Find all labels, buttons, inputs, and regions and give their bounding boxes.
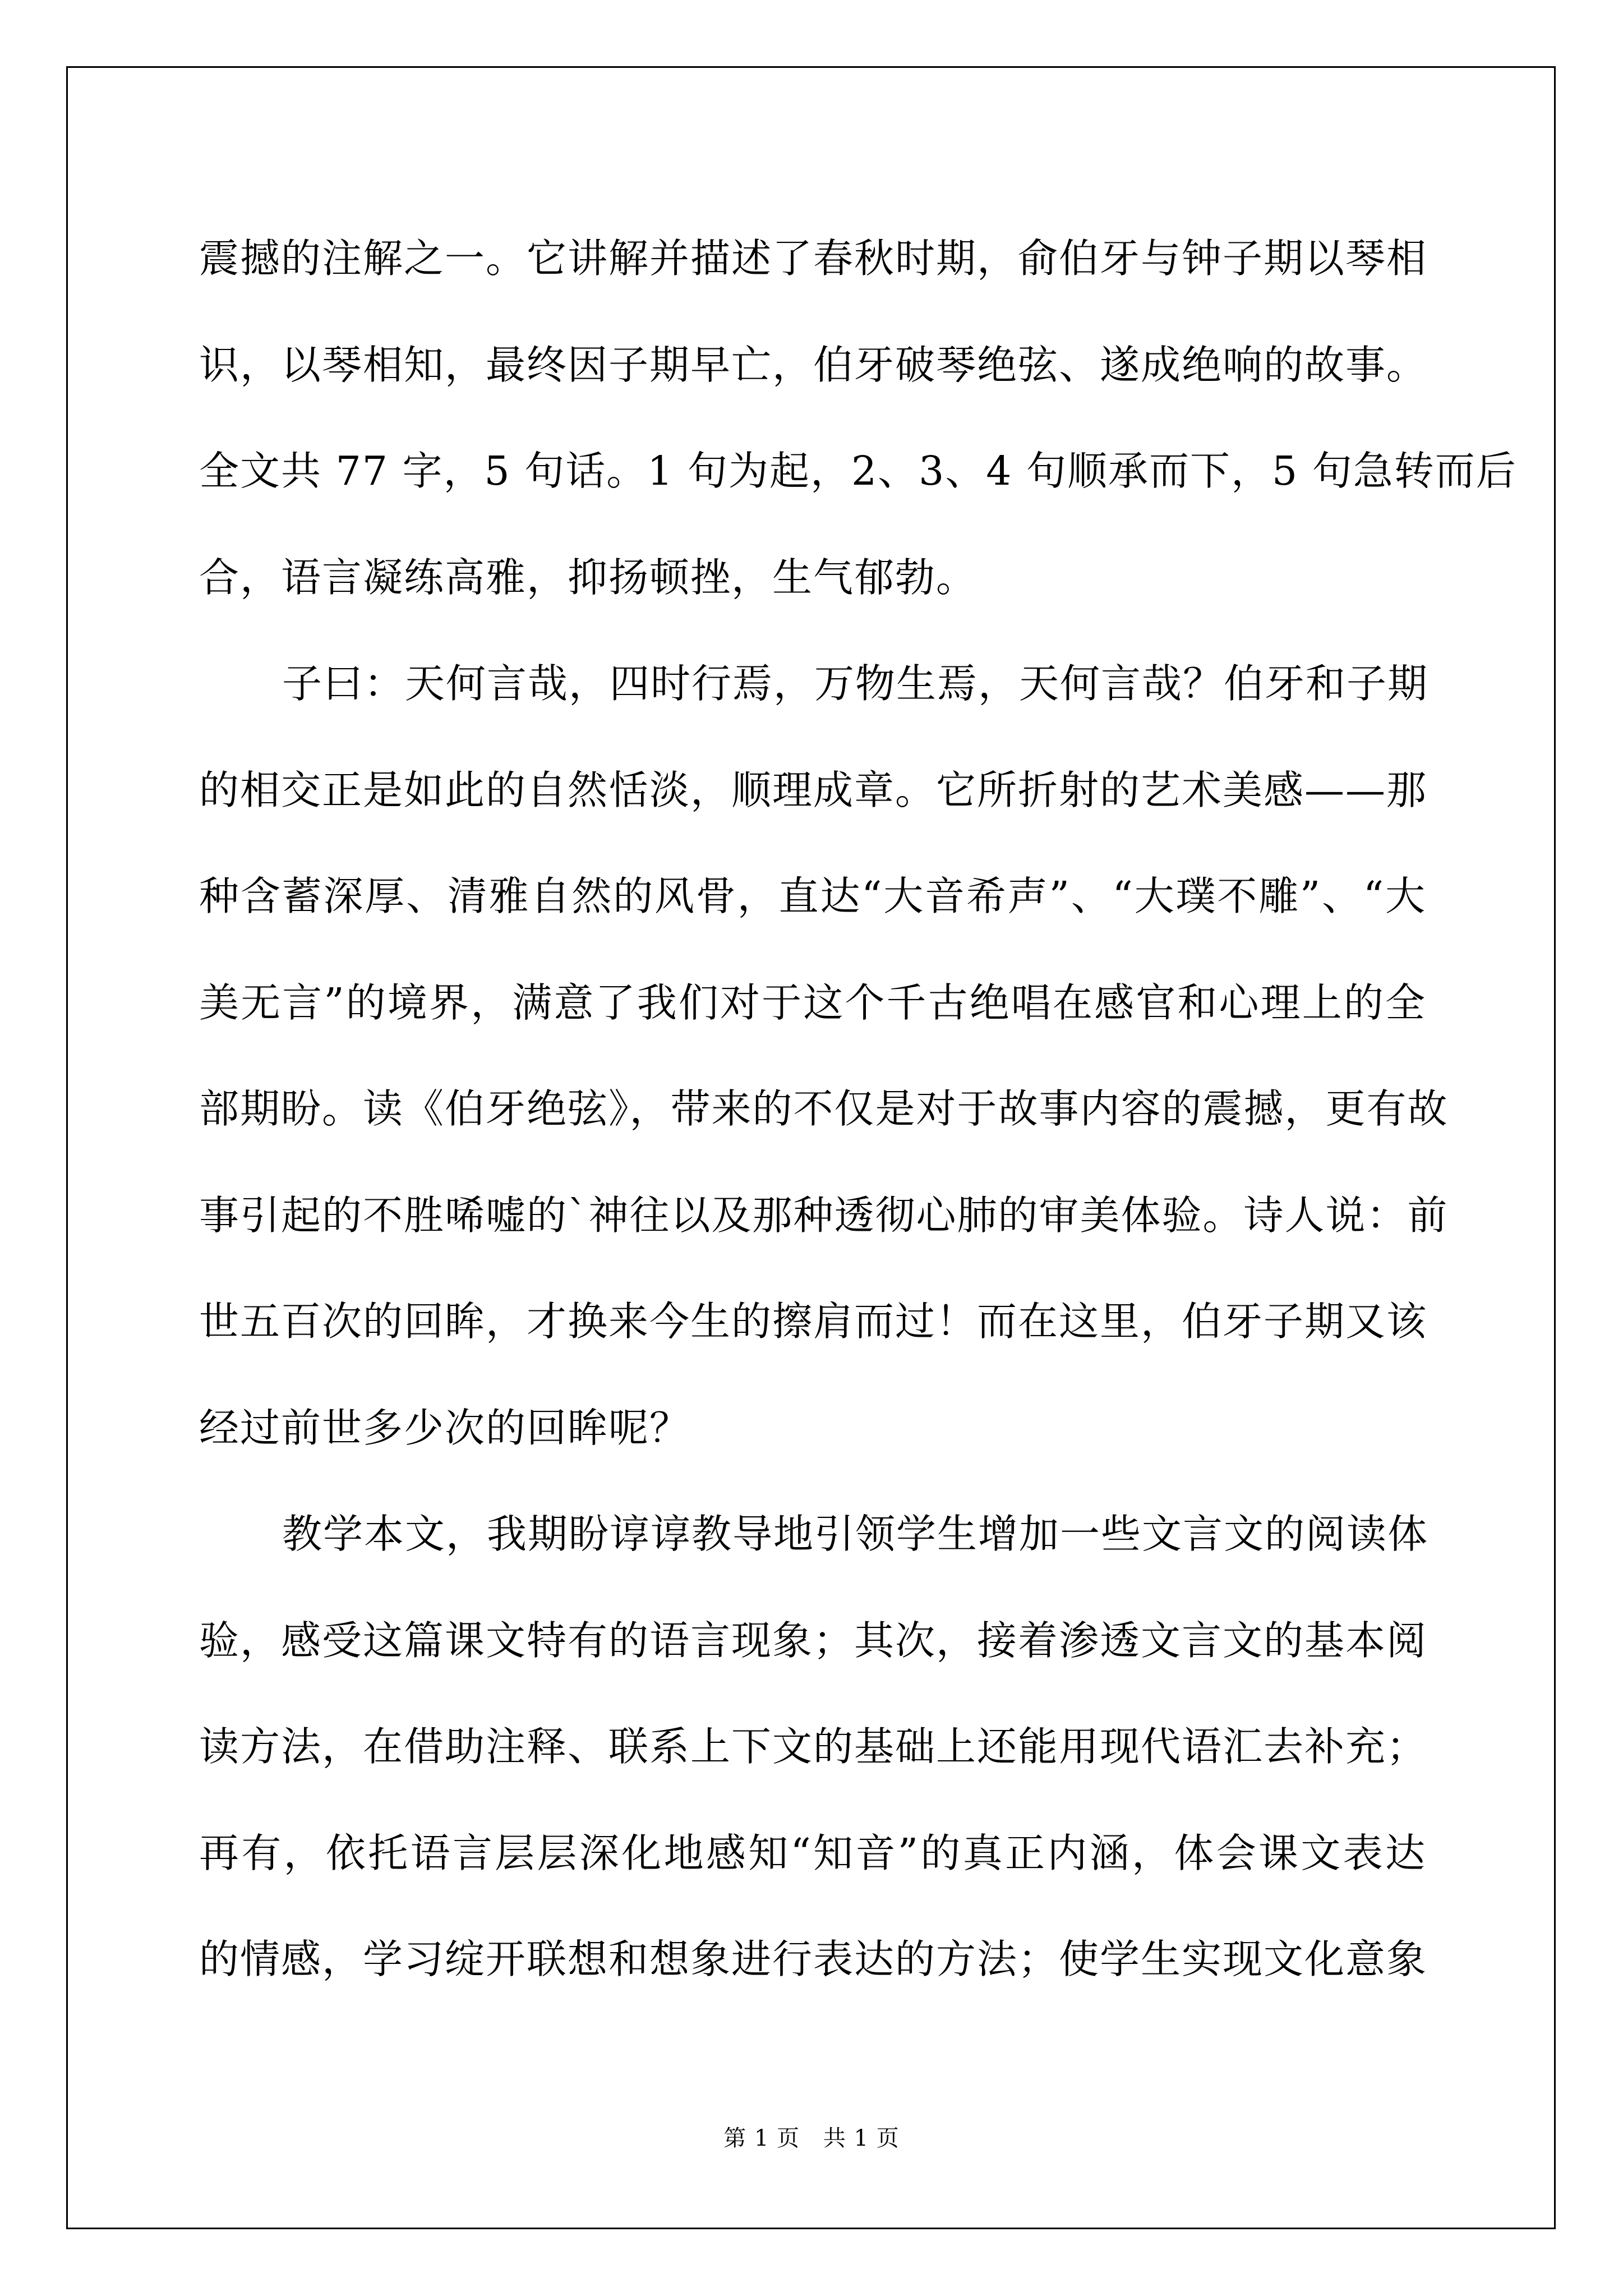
text-line: 的相交正是如此的自然恬淡，顺理成章。它所折射的艺术美感——那 [199,766,1428,813]
page-footer [0,2120,1623,2152]
document-body [199,205,1517,2013]
text-line: 合，语言凝练高雅，抑扬顿挫，生气郁勃。 [199,554,978,601]
text-line: 识，以琴相知，最终因子期早亡，伯牙破琴绝弦、遂成绝响的故事。 [199,341,1428,388]
text-line: 再有，依托语言层层深化地感知“知音”的真正内涵，体会课文表达 [199,1829,1426,1876]
text-line: 子曰：天何言哉，四时行焉，万物生焉，天何言哉？伯牙和子期 [282,660,1429,707]
text-line: 经过前世多少次的回眸呢？ [199,1404,691,1451]
text-line: 种含蓄深厚、清雅自然的风骨，直达“大音希声”、“大璞不雕”、“大 [199,873,1426,919]
page-number: 第 1 页 [723,2125,800,2151]
text-line: 震撼的注解之一。它讲解并描述了春秋时期，俞伯牙与钟子期以琴相 [199,235,1428,282]
text-line: 事引起的不胜唏嘘的`神往以及那种透彻心肺的审美体验。诗人说：前 [199,1191,1449,1239]
page-count: 共 1 页 [823,2125,900,2151]
text-line: 美无言”的境界，满意了我们对于这个千古绝唱在感官和心理上的全 [199,979,1426,1026]
text-line: 读方法，在借助注释、联系上下文的基础上还能用现代语汇去补充； [199,1723,1428,1770]
text-line: 全文共 77 字，5 句话。1 句为起，2、3、4 句顺承而下，5 句急转而后 [199,448,1517,494]
text-line: 验，感受这篇课文特有的语言现象；其次，接着渗透文言文的基本阅 [199,1617,1428,1664]
text-line: 的情感，学习绽开联想和想象进行表达的方法；使学生实现文化意象 [199,1936,1428,1982]
text-line: 部期盼。读《伯牙绝弦》，带来的不仅是对于故事内容的震撼，更有故 [199,1085,1449,1132]
text-line: 世五百次的回眸，才换来今生的擦肩而过！而在这里，伯牙子期又该 [199,1298,1428,1345]
text-line: 教学本文，我期盼谆谆教导地引领学生增加一些文言文的阅读体 [282,1511,1429,1557]
